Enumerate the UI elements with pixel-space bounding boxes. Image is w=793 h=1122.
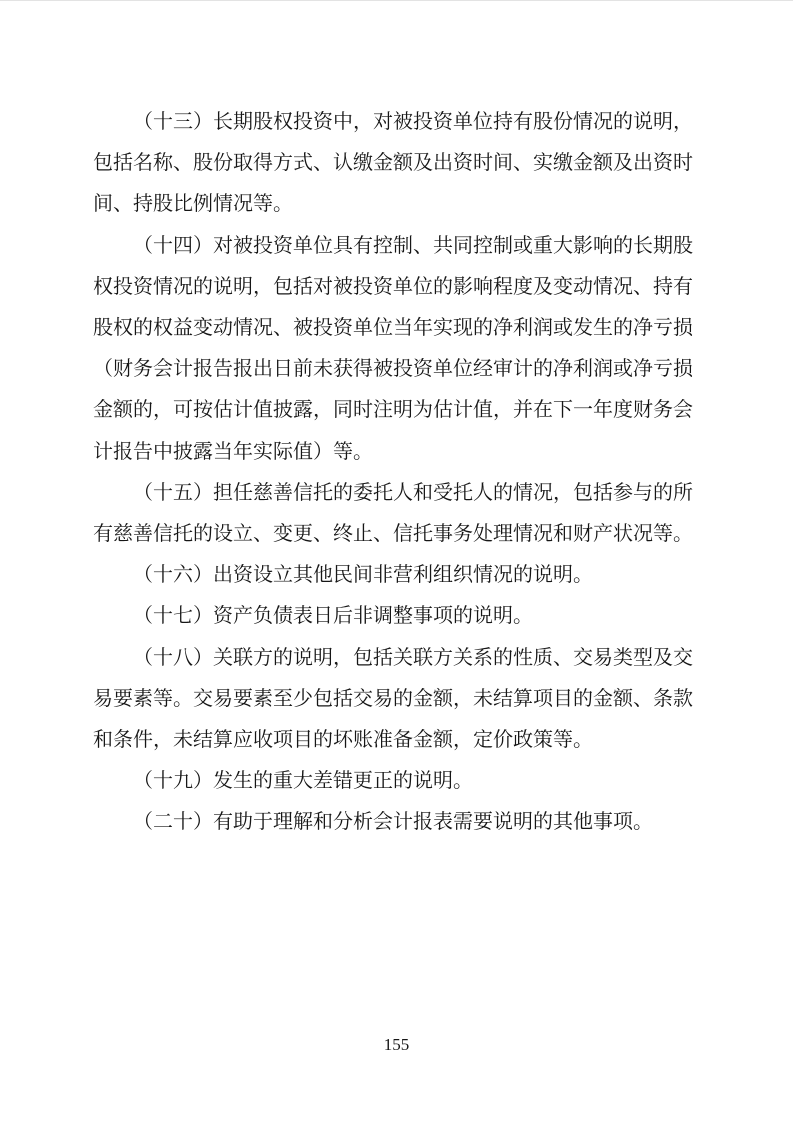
document-body-text [93,102,693,844]
paragraph-item-20: （二十）有助于理解和分析会计报表需要说明的其他事项。 [133,811,653,834]
paragraph-item-15: （十五）担任慈善信托的委托人和受托人的情况，包括参与的所有慈善信托的设立、变更、终止、信托事务处理情况和财产状况等。 [93,481,693,546]
paragraph-item-18: （十八）关联方的说明，包括关联方关系的性质、交易类型及交易要素等。交易要素至少包括交易的金额，未结算项目的金额、条款和条件，未结算应收项目的坏账准备金额，定价政策等。 [93,646,693,752]
paragraph-item-16: （十六）出资设立其他民间非营利组织情况的说明。 [133,564,593,587]
paragraph-item-19: （十九）发生的重大差错更正的说明。 [133,770,473,793]
paragraph-item-14: （十四）对被投资单位具有控制、共同控制或重大影响的长期股权投资情况的说明，包括对被投资单位的影响程度及变动情况、持有股权的权益变动情况、被投资单位当年实现的净利润或发生的净亏损（财务会计报告报出日前未获得被投资单位经审计的净利润或净亏损金额的，可按估计值披露，同时注明为估计值，并在下一年度财务会计报告中披露当年实际值）等。 [93,234,693,463]
page-number: 155 [383,1035,410,1054]
paragraph-item-17: （十七）资产负债表日后非调整事项的说明。 [133,605,533,628]
paragraph-item-13: （十三）长期股权投资中，对被投资单位持有股份情况的说明，包括名称、股份取得方式、认缴金额及出资时间、实缴金额及出资时间、持股比例情况等。 [93,111,693,216]
